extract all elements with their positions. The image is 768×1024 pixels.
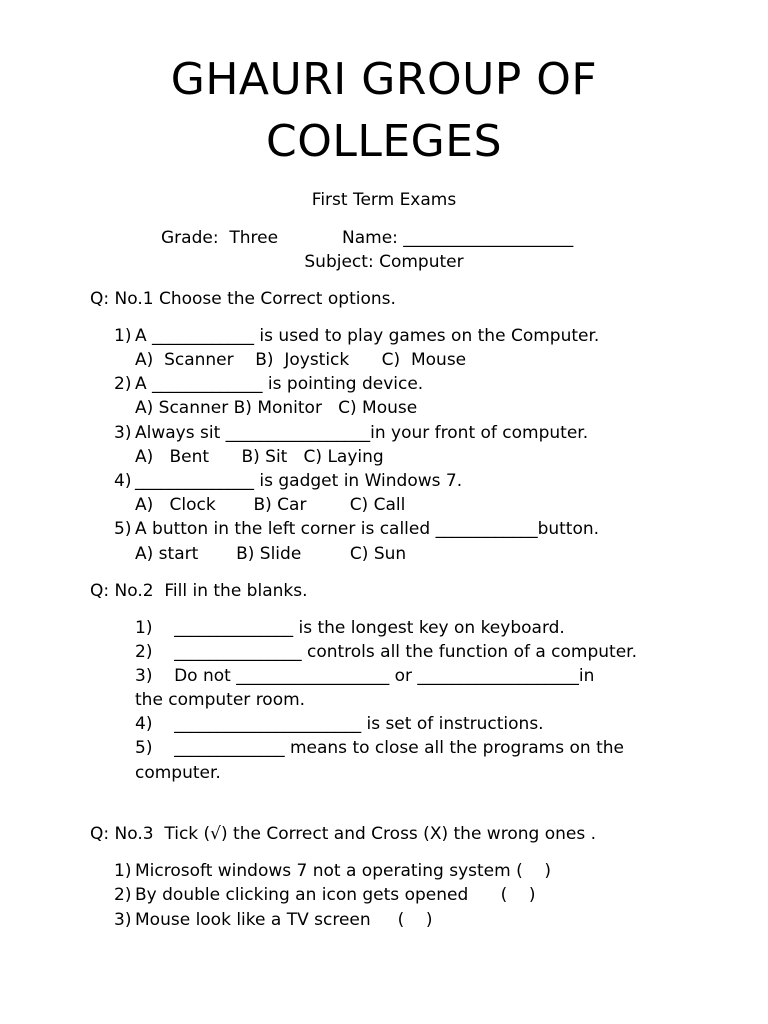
- exam-title: First Term Exams: [311, 190, 457, 210]
- question-text: A ____________ is used to play games on the Computer.: [135, 326, 600, 346]
- q2-heading: Q: No.2 Fill in the blanks.: [90, 581, 308, 601]
- item-number: 1): [114, 326, 132, 346]
- item-number: 3): [114, 423, 132, 443]
- question-text: ______________ is gadget in Windows 7.: [135, 471, 463, 491]
- statement-text: Mouse look like a TV screen ( ): [135, 910, 433, 930]
- question-options: A) Clock B) Car C) Call: [135, 495, 406, 515]
- list-item: 3) Do not __________________ or ___________________in: [135, 666, 595, 686]
- question-options: A) Bent B) Sit C) Laying: [135, 447, 384, 467]
- question-options: A) Scanner B) Monitor C) Mouse: [135, 398, 418, 418]
- item-number: 2): [114, 885, 132, 905]
- question-text: A button in the left corner is called ____________button.: [135, 519, 600, 539]
- college-title-line1: GHAURI GROUP OF: [170, 54, 598, 105]
- subject-label: Subject: Computer: [304, 252, 464, 272]
- item-number: 5): [114, 519, 132, 539]
- item-number: 2): [114, 374, 132, 394]
- q3-heading: Q: No.3 Tick (√) the Correct and Cross (X) the wrong ones .: [90, 824, 596, 844]
- list-item: 2) _______________ controls all the function of a computer.: [135, 642, 638, 662]
- list-item: 1) ______________ is the longest key on keyboard.: [135, 618, 565, 638]
- item-number: 4): [114, 471, 132, 491]
- item-number: 1): [114, 861, 132, 881]
- list-item-continued: computer.: [135, 763, 221, 783]
- list-item: 5) _____________ means to close all the programs on the: [135, 738, 624, 758]
- statement-text: Microsoft windows 7 not a operating system ( ): [135, 861, 551, 881]
- grade-label: Grade: Three: [161, 228, 279, 248]
- name-field: Name: ____________________: [342, 228, 574, 248]
- question-options: A) Scanner B) Joystick C) Mouse: [135, 350, 467, 370]
- list-item: 4) ______________________ is set of instructions.: [135, 714, 544, 734]
- statement-text: By double clicking an icon gets opened ( ): [135, 885, 536, 905]
- question-options: A) start B) Slide C) Sun: [135, 544, 407, 564]
- question-text: Always sit _________________in your front of computer.: [135, 423, 589, 443]
- question-text: A _____________ is pointing device.: [135, 374, 424, 394]
- list-item-continued: the computer room.: [135, 690, 306, 710]
- college-title-line2: COLLEGES: [265, 116, 502, 167]
- item-number: 3): [114, 910, 132, 930]
- q1-heading: Q: No.1 Choose the Correct options.: [90, 289, 396, 309]
